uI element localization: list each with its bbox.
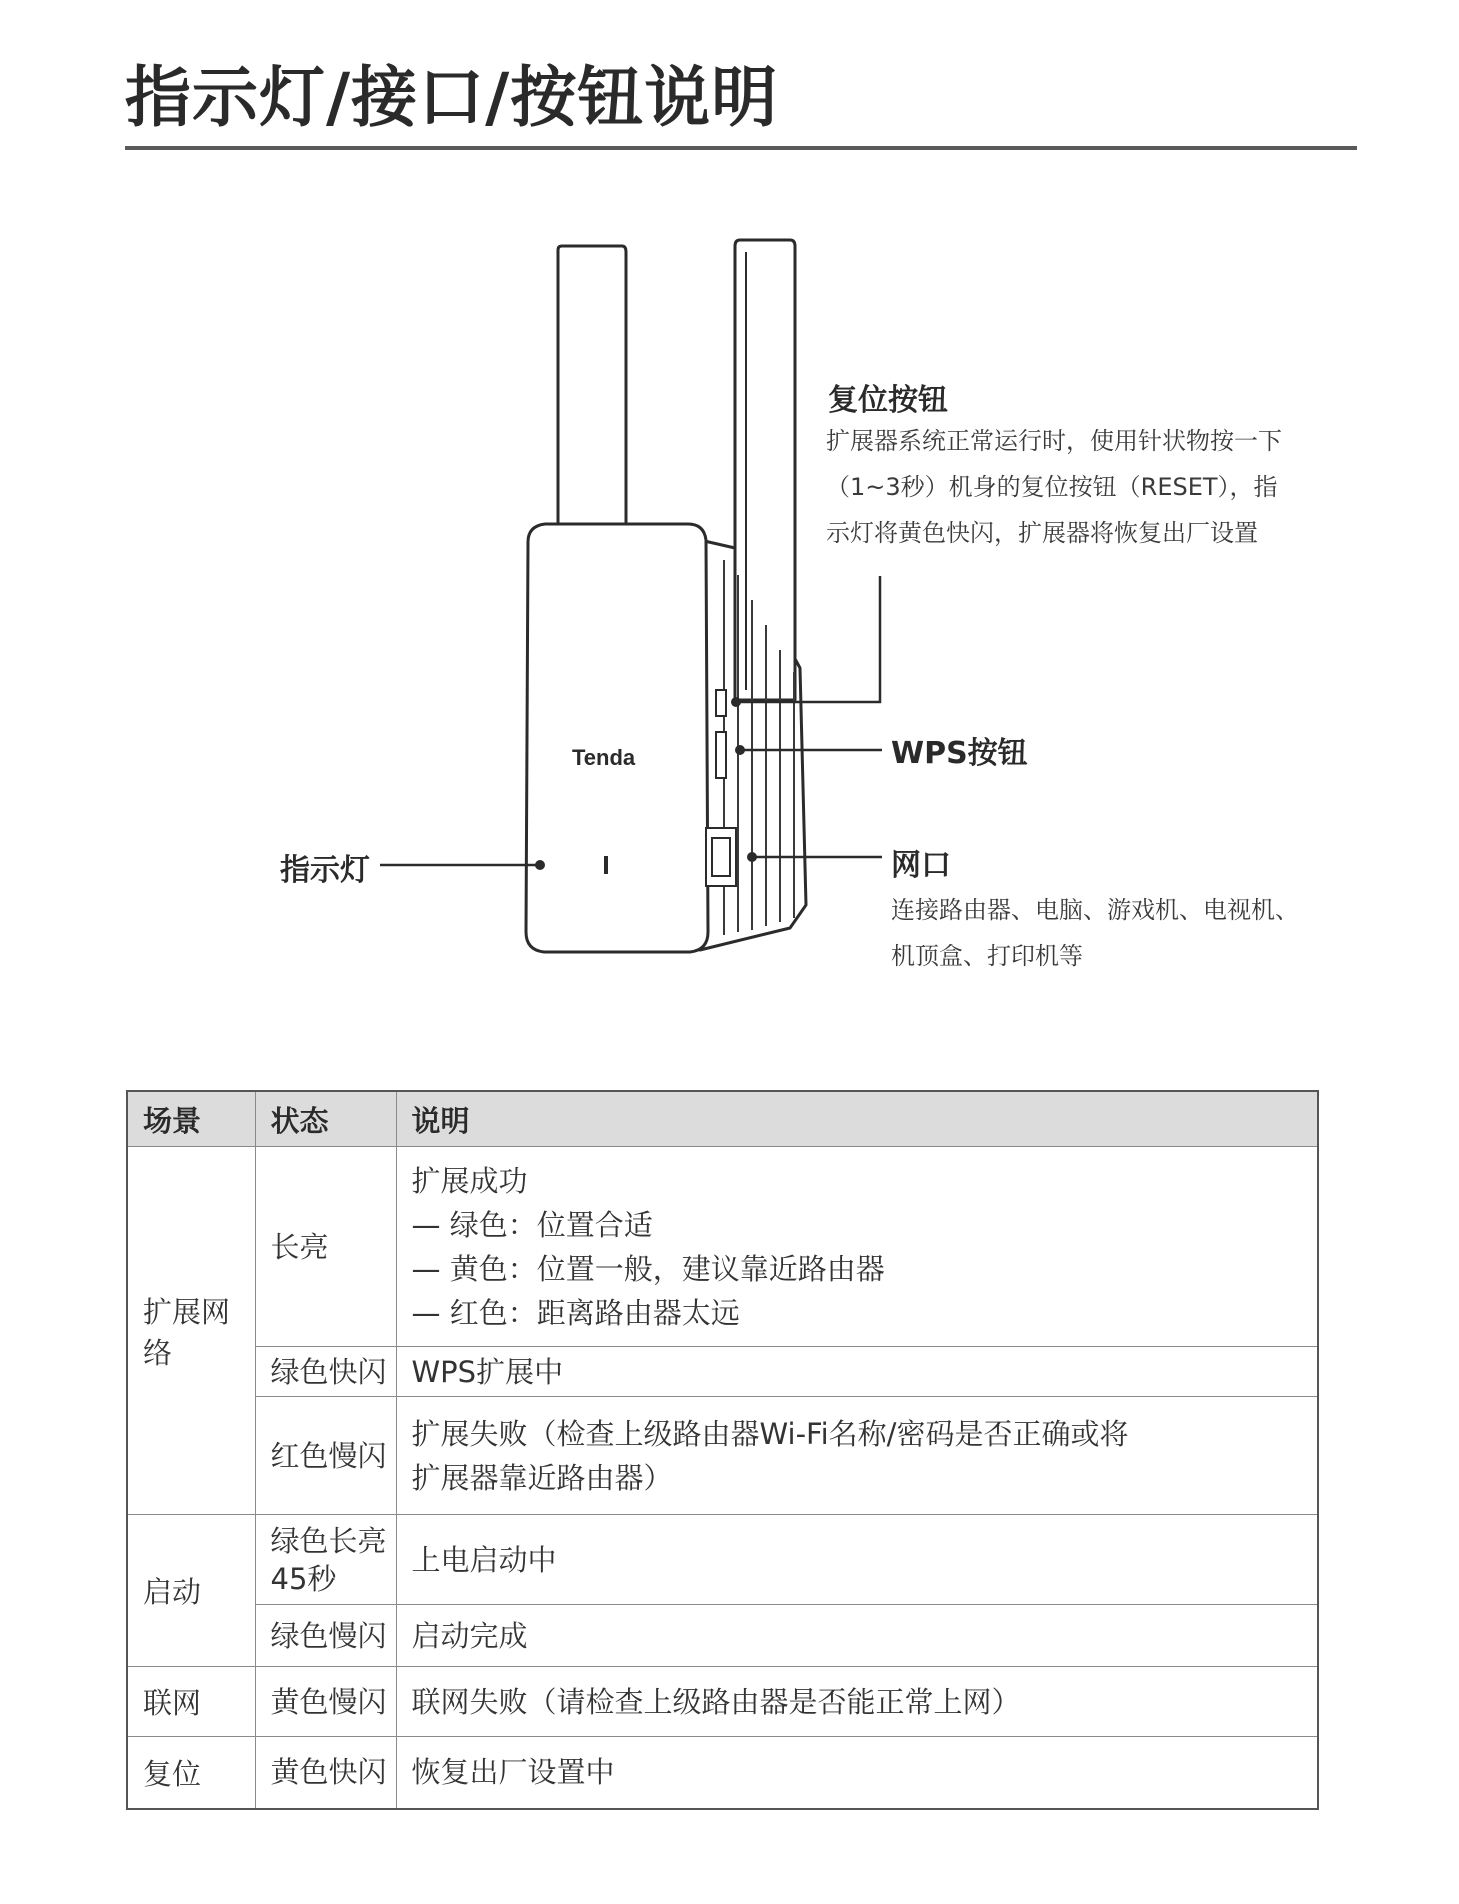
scene-cell: 启动 [127, 1515, 255, 1667]
port-desc-line: 连接路由器、电脑、游戏机、电视机、 [891, 896, 1299, 924]
state-line: 绿色慢闪 [270, 1618, 387, 1653]
state-line: 黄色快闪 [270, 1755, 387, 1790]
description-cell [396, 1605, 1318, 1667]
state-line: 绿色长亮 [270, 1523, 387, 1558]
left-antenna [558, 246, 626, 530]
brand-logo: Tenda [572, 745, 636, 770]
state-cell [255, 1737, 396, 1809]
indicator-led [604, 856, 608, 874]
table-row [127, 1737, 1318, 1809]
description-cell [396, 1667, 1318, 1737]
wps-button-title: WPS按钮 [891, 736, 1028, 771]
table-row [127, 1147, 1318, 1347]
scene-cell: 扩展网络 [127, 1147, 255, 1515]
indicator-label: 指示灯 [280, 853, 370, 888]
reset-desc-line: 扩展器系统正常运行时，使用针状物按一下 [826, 427, 1282, 455]
reset-dot [731, 697, 741, 707]
description-line: — 红色：距离路由器太远 [411, 1295, 740, 1330]
state-cell [255, 1147, 396, 1347]
reset-desc-line: （1~3秒）机身的复位按钮（RESET），指 [826, 473, 1278, 501]
state-cell [255, 1605, 396, 1667]
indicator-dot [535, 860, 545, 870]
scene-cell: 联网 [127, 1667, 255, 1737]
description-line: 扩展失败（检查上级路由器Wi-Fi名称/密码是否正确或将 [411, 1416, 1129, 1451]
port-dot [747, 852, 757, 862]
indicator-status-table [126, 1090, 1319, 1810]
state-cell [255, 1347, 396, 1397]
network-port-title: 网口 [891, 848, 951, 883]
wps-button [716, 732, 726, 778]
header-state: 状态 [255, 1091, 396, 1147]
description-cell [396, 1515, 1318, 1605]
description-line: — 黄色：位置一般，建议靠近路由器 [411, 1251, 885, 1286]
reset-hole [716, 690, 726, 716]
description-line: 联网失败（请检查上级路由器是否能正常上网） [411, 1684, 1021, 1719]
table-row [127, 1347, 1318, 1397]
reset-button-description [826, 418, 1346, 556]
state-cell [255, 1397, 396, 1515]
state-line: 长亮 [270, 1229, 329, 1264]
description-cell [396, 1147, 1318, 1347]
state-line: 红色慢闪 [270, 1438, 387, 1473]
table-row [127, 1397, 1318, 1515]
table-row [127, 1515, 1318, 1605]
table-row [127, 1667, 1318, 1737]
state-cell [255, 1515, 396, 1605]
header-description: 说明 [396, 1091, 1318, 1147]
description-cell [396, 1347, 1318, 1397]
wps-dot [735, 745, 745, 755]
reset-button-title: 复位按钮 [828, 383, 948, 418]
table-header-row [127, 1091, 1318, 1147]
body-front [526, 524, 708, 952]
state-line: 45秒 [270, 1561, 337, 1596]
description-line: 扩展成功 [411, 1163, 528, 1198]
description-line: — 绿色：位置合适 [411, 1207, 653, 1242]
description-cell [396, 1397, 1318, 1515]
page-title: 指示灯/接口/按钮说明 [125, 59, 779, 136]
description-line: 启动完成 [411, 1618, 528, 1653]
description-cell [396, 1737, 1318, 1809]
description-line: 上电启动中 [411, 1542, 557, 1577]
state-cell [255, 1667, 396, 1737]
scene-cell: 复位 [127, 1737, 255, 1809]
description-line: WPS扩展中 [411, 1354, 564, 1389]
state-line: 黄色慢闪 [270, 1684, 387, 1719]
description-line: 恢复出厂设置中 [411, 1755, 615, 1790]
table-row [127, 1605, 1318, 1667]
header-scene: 场景 [127, 1091, 255, 1147]
reset-desc-line: 示灯将黄色快闪，扩展器将恢复出厂设置 [826, 519, 1258, 547]
network-port-description [891, 887, 1371, 979]
port-desc-line: 机顶盒、打印机等 [891, 942, 1083, 970]
state-line: 绿色快闪 [270, 1354, 387, 1389]
description-line: 扩展器靠近路由器） [411, 1460, 673, 1495]
